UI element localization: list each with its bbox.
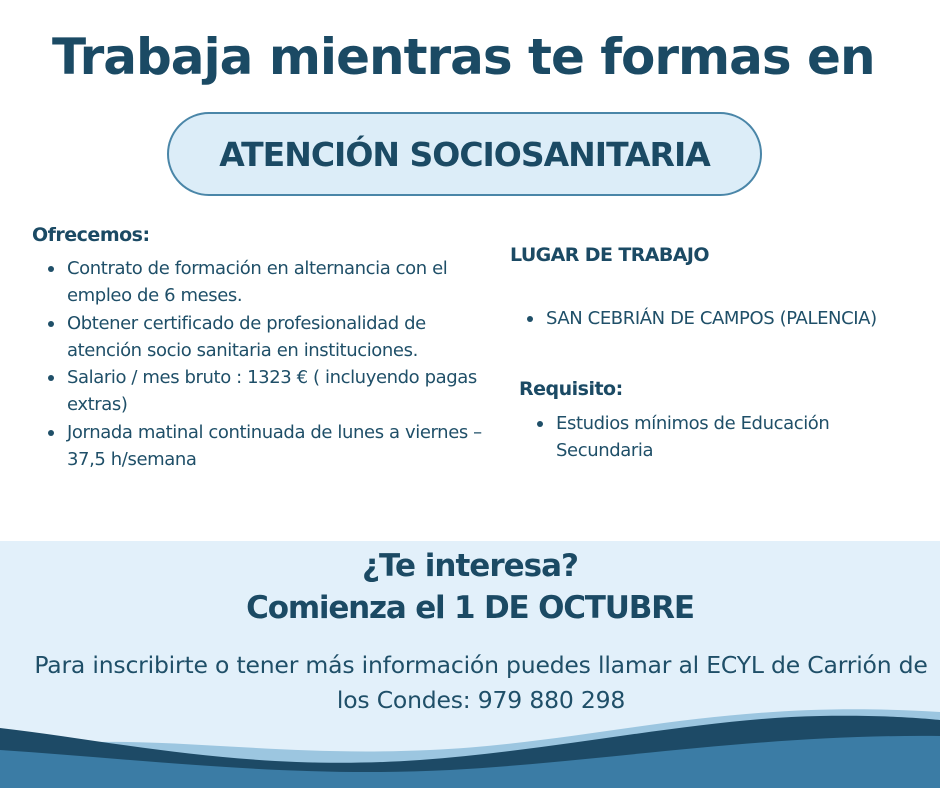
course-title: ATENCIÓN SOCIOSANITARIA [219,134,710,174]
workplace-list [527,305,927,332]
offer-item [48,310,488,365]
requirement-item-text: Estudios mínimos de Educación Secundaria [556,413,830,462]
offer-title: Ofrecemos: [32,224,150,246]
requirement-list [537,410,867,465]
offer-item [48,255,488,310]
offer-item [48,364,488,419]
headline: Trabaja mientras te formas en [52,28,875,86]
offer-item [48,419,488,474]
workplace-item [527,305,927,332]
workplace-title: LUGAR DE TRABAJO [510,244,709,266]
cta-question: ¿Te interesa? [361,548,579,584]
bullet-icon [48,266,54,272]
bullet-icon [48,375,54,381]
cta-start-date: Comienza el 1 DE OCTUBRE [246,590,694,626]
contact-info: Para inscribirte o tener más información puedes llamar al ECYL de Carrión de los Condes: 979 880 298 [34,651,928,714]
requirement-title: Requisito: [519,378,623,400]
offer-item-text: Jornada matinal continuada de lunes a viernes – 37,5 h/semana [67,421,482,471]
requirement-item [537,410,867,465]
bullet-icon [537,421,543,427]
offer-item-text: Obtener certificado de profesionalidad de atención socio sanitaria en instituciones. [67,312,426,361]
course-banner [167,112,762,196]
offer-list [48,255,488,473]
bullet-icon [48,430,54,436]
workplace-item-text: SAN CEBRIÁN DE CAMPOS (PALENCIA) [546,308,877,329]
offer-item-text: Contrato de formación en alternancia con el empleo de 6 meses. [67,258,448,307]
bullet-icon [527,316,533,322]
offer-item-text: Salario / mes bruto : 1323 € ( incluyendo pagas extras) [67,367,477,416]
bullet-icon [48,321,54,327]
